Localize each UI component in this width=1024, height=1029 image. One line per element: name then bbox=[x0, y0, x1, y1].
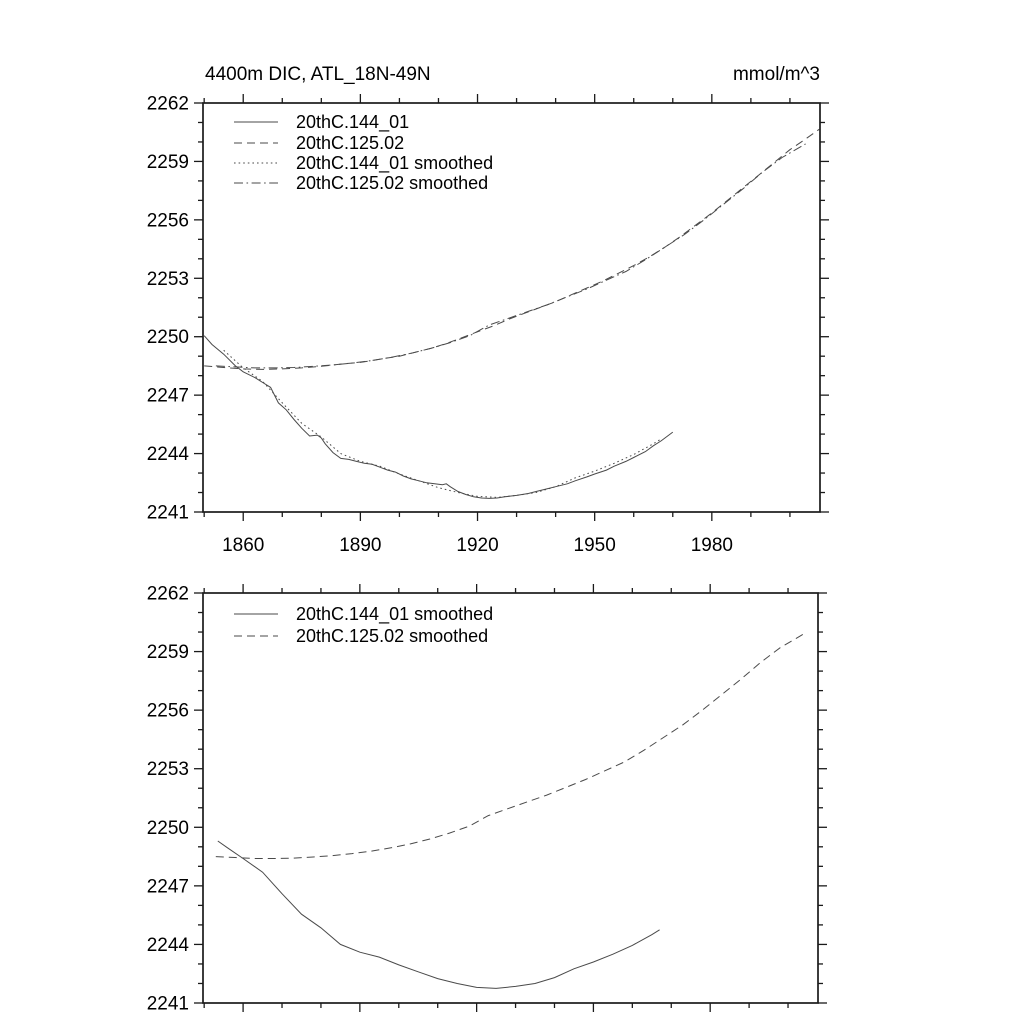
x-tick-label: 1980 bbox=[690, 535, 733, 556]
chart-title: 4400m DIC, ATL_18N-49N bbox=[205, 64, 431, 85]
x-axis-tick-labels bbox=[222, 535, 733, 556]
y-tick-label: 2247 bbox=[146, 876, 189, 898]
x-tick-label: 1950 bbox=[573, 535, 616, 556]
y-tick-label: 2247 bbox=[146, 385, 189, 407]
y-tick-label: 2256 bbox=[146, 210, 189, 232]
y-tick-label: 2253 bbox=[146, 268, 189, 290]
tick-marks bbox=[194, 584, 827, 1012]
y-tick-label: 2244 bbox=[146, 934, 189, 956]
y-tick-label: 2241 bbox=[146, 502, 189, 524]
legend-label: 20thC.125.02 smoothed bbox=[296, 173, 489, 193]
chart-panel-top bbox=[147, 94, 829, 557]
tick-marks bbox=[194, 94, 829, 521]
legend-bottom bbox=[234, 604, 493, 646]
legend-label: 20thC.125.02 smoothed bbox=[296, 626, 489, 646]
y-tick-label: 2250 bbox=[146, 817, 189, 839]
y-tick-label: 2241 bbox=[146, 993, 189, 1015]
series-line-20thc-125-02-smoothed bbox=[216, 634, 804, 859]
y-tick-label: 2262 bbox=[146, 583, 189, 605]
series-line-20thc-144-01 bbox=[204, 336, 673, 499]
y-tick-label: 2256 bbox=[146, 700, 189, 722]
y-tick-label: 2250 bbox=[146, 327, 189, 349]
y-tick-label: 2262 bbox=[146, 93, 189, 115]
legend-label: 20thC.144_01 bbox=[296, 112, 410, 132]
x-tick-label: 1920 bbox=[456, 535, 499, 556]
legend-top bbox=[234, 112, 493, 193]
y-tick-label: 2259 bbox=[146, 151, 189, 173]
y-tick-label: 2253 bbox=[146, 759, 189, 781]
legend-label: 20thC.144_01 smoothed bbox=[296, 153, 494, 173]
plot-frame bbox=[203, 593, 818, 1003]
units-label: mmol/m^3 bbox=[732, 64, 820, 85]
y-tick-label: 2259 bbox=[146, 642, 189, 664]
y-tick-label: 2244 bbox=[146, 444, 189, 466]
y-axis-tick-labels bbox=[147, 94, 190, 524]
y-axis-tick-labels bbox=[147, 584, 190, 1015]
chart-panel-bottom bbox=[147, 584, 827, 1015]
series-line-20thc-144-01-smoothed bbox=[224, 350, 661, 497]
legend-label: 20thC.125.02 bbox=[296, 133, 405, 153]
x-tick-label: 1890 bbox=[339, 535, 382, 556]
legend-label: 20thC.144_01 smoothed bbox=[296, 604, 494, 624]
x-tick-label: 1860 bbox=[222, 535, 265, 556]
series-line-20thc-144-01-smoothed bbox=[218, 841, 660, 988]
